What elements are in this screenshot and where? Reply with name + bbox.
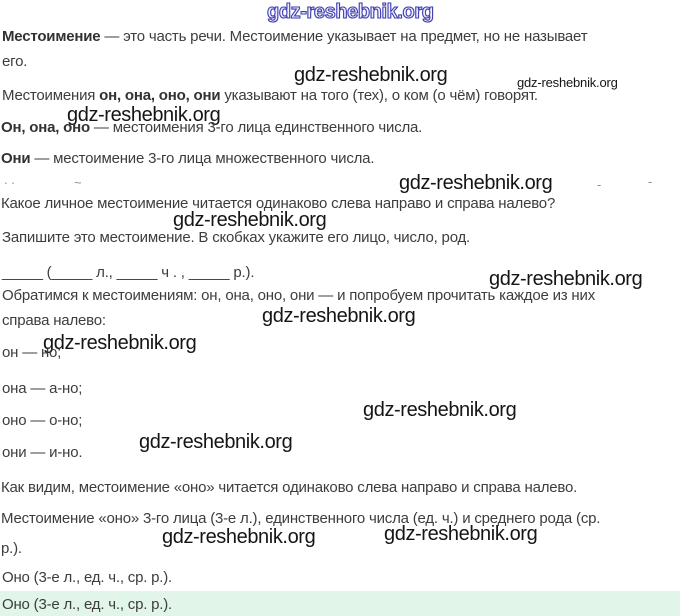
watermark: gdz-reshebnik.org xyxy=(67,104,221,126)
text: Местоимения xyxy=(2,87,100,104)
text: — местоимения 3-го лица единственного числа. xyxy=(89,119,423,136)
text-line-pronoun-list xyxy=(2,87,538,104)
text-line-ono-description: Местоимение «оно» 3-го лица (3-е л.), единственного числа (ед. ч.) и среднего рода (ср. xyxy=(1,510,601,527)
scan-artifact: . . xyxy=(4,172,15,187)
text-line-definition xyxy=(2,28,587,45)
pronouns-singular-bold: Он, она, оно xyxy=(1,119,90,136)
scan-artifact: - xyxy=(648,174,653,189)
watermark: gdz-reshebnik.org xyxy=(162,526,316,548)
scan-artifact: - xyxy=(597,177,602,192)
text-line-answer-highlighted: Оно (3-е л., ед. ч., ср. р.). xyxy=(2,596,173,613)
watermark-small: gdz-reshebnik.org xyxy=(517,75,618,90)
scan-artifact: ~ xyxy=(74,175,82,190)
pronouns-bold: он, она, оно, они xyxy=(99,87,221,104)
watermark-top: gdz-reshebnik.org xyxy=(267,1,434,23)
text-line-oni-reversed: они — и-но. xyxy=(2,444,83,461)
text-line-task: Запишите это местоимение. В скобках укажите его лицо, число, род. xyxy=(2,229,471,246)
watermark: gdz-reshebnik.org xyxy=(43,332,197,354)
text-line-lets-try: Обратимся к местоимениям: он, она, оно, они — и попробуем прочитать каждое из них xyxy=(2,287,595,304)
text-line-plural xyxy=(1,150,374,167)
watermark: gdz-reshebnik.org xyxy=(173,209,327,231)
text-line-ono-description-wrap: р.). xyxy=(1,540,22,557)
watermark: gdz-reshebnik.org xyxy=(489,268,643,290)
pronoun-plural-bold: Они xyxy=(1,150,31,167)
text-line-on-reversed: он — но; xyxy=(2,344,62,361)
text-line-answer: Оно (3-е л., ед. ч., ср. р.). xyxy=(2,569,173,586)
watermark: gdz-reshebnik.org xyxy=(262,305,416,327)
text-line-ono-reversed: оно — о-но; xyxy=(2,412,83,429)
text-line-definition-wrap: его. xyxy=(2,53,28,70)
text-line-lets-try-wrap: справа налево: xyxy=(2,312,106,329)
text: указывают на того (тех), о ком (о чём) говорят. xyxy=(220,87,538,104)
term-pronoun: Местоимение xyxy=(2,28,101,45)
text: — местоимение 3-го лица множественного числа. xyxy=(30,150,375,167)
watermark: gdz-reshebnik.org xyxy=(363,399,517,421)
text-line-blank-template: _____ (_____ л., _____ ч . , _____ р.). xyxy=(2,264,255,281)
watermark: gdz-reshebnik.org xyxy=(384,523,538,545)
text-line-ona-reversed: она — а-но; xyxy=(2,380,83,397)
watermark: gdz-reshebnik.org xyxy=(399,172,553,194)
text-line-singular xyxy=(1,119,422,136)
watermark: gdz-reshebnik.org xyxy=(294,64,448,86)
text-line-question: Какое личное местоимение читается одинаково слева направо и справа налево? xyxy=(1,195,556,212)
definition-text: — это часть речи. Местоимение указывает на предмет, но не называет xyxy=(100,28,588,45)
watermark: gdz-reshebnik.org xyxy=(139,431,293,453)
text-line-conclusion: Как видим, местоимение «оно» читается одинаково слева направо и справа налево. xyxy=(1,479,578,496)
